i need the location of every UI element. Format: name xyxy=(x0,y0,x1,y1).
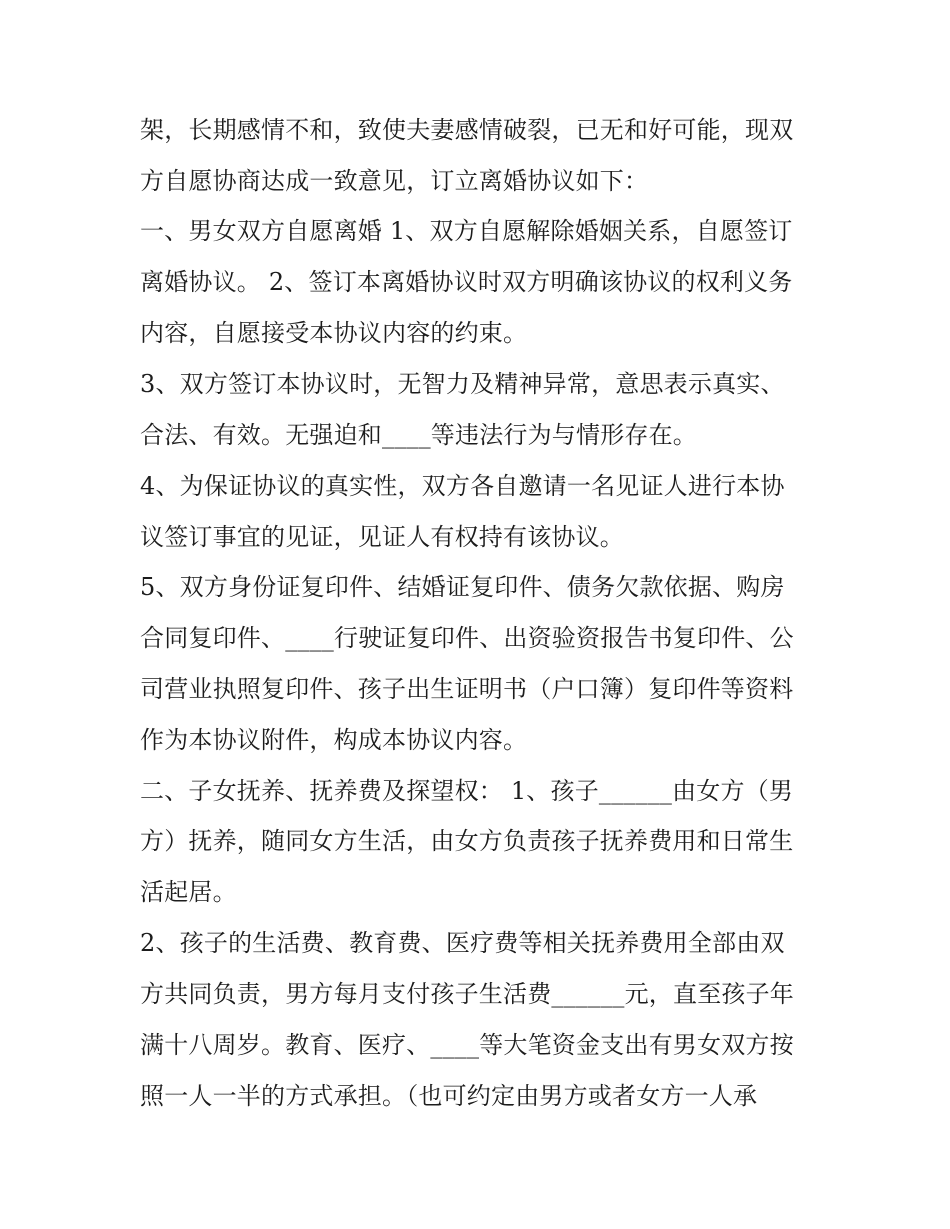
text-line: 议签订事宜的见证，见证人有权持有该协议。 xyxy=(140,523,624,551)
text-line: 3、双方签订本协议时，无智力及精神异常，意思表示真实、 xyxy=(140,370,785,398)
text-line: 2、孩子的生活费、教育费、医疗费等相关抚养费用全部由双 xyxy=(140,929,785,957)
text-line: 照一人一半的方式承担。（也可约定由男方或者女方一人承 xyxy=(140,1082,758,1110)
text-line: 方自愿协商达成一致意见，订立离婚协议如下： xyxy=(140,167,649,195)
text-line: 合法、有效。无强迫和____等违法行为与情形存在。 xyxy=(140,421,697,449)
text-line: 4、为保证协议的真实性，双方各自邀请一名见证人进行本协 xyxy=(140,472,785,500)
text-line: 方）抚养，随同女方生活，由女方负责孩子抚养费用和日常生 xyxy=(140,827,794,855)
text-line: 一、男女双方自愿离婚 1、双方自愿解除婚姻关系，自愿签订 xyxy=(140,217,793,245)
text-line: 司营业执照复印件、孩子出生证明书（户口簿）复印件等资料 xyxy=(140,675,794,703)
text-line: 活起居。 xyxy=(140,878,237,906)
text-line: 离婚协议。 2、签订本离婚协议时双方明确该协议的权利义务 xyxy=(140,268,793,296)
text-line: 满十八周岁。教育、医疗、____等大笔资金支出有男女双方按 xyxy=(140,1031,794,1059)
text-line: 作为本协议附件，构成本协议内容。 xyxy=(140,726,528,754)
text-line: 内容，自愿接受本协议内容的约束。 xyxy=(140,319,528,347)
text-line: 方共同负责，男方每月支付孩子生活费______元，直至孩子年 xyxy=(140,980,794,1008)
text-line: 架，长期感情不和，致使夫妻感情破裂，已无和好可能，现双 xyxy=(140,116,794,144)
text-line: 合同复印件、____行驶证复印件、出资验资报告书复印件、公 xyxy=(140,624,794,652)
text-line: 二、子女抚养、抚养费及探望权： 1、孩子______由女方（男 xyxy=(140,777,794,805)
text-line: 5、双方身份证复印件、结婚证复印件、债务欠款依据、购房 xyxy=(140,573,785,601)
